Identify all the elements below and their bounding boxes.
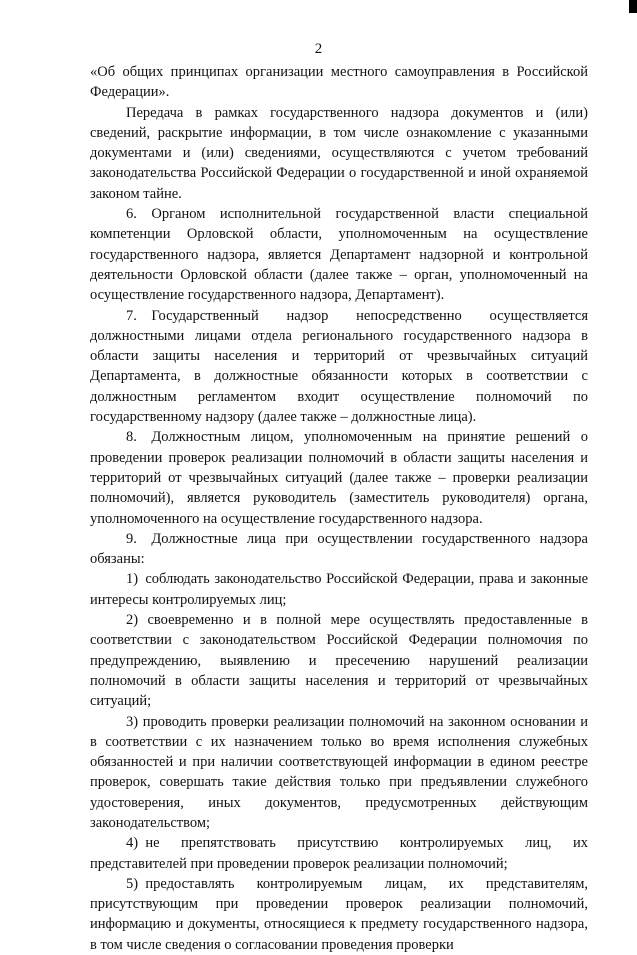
scan-corner-mark (629, 0, 637, 13)
document-body (90, 62, 588, 955)
list-item-3: 3) проводить проверки реализации полномочий на законном основании и в соответствии с их назначением только во время исполнения служебных обязанностей и при наличии соответствующей информации в едином реестре проверок, совершать такие действия только при предъявлении служебного удостоверения, иных документов, предусмотренных действующим законодательством; (90, 713, 588, 831)
paragraph-information-transfer: Передача в рамках государственного надзора документов и (или) сведений, раскрытие информации, в том числе ознакомление с указанными документами и (или) сведениями, осуществляются с учетом требований законодательства Российской Федерации о государственной и иной охраняемой законом тайне. (90, 104, 588, 202)
paragraph-item-6: 6. Органом исполнительной государственной власти специальной компетенции Орловской области, уполномоченным на осуществление государственного надзора, является Департамент надзорной и контрольной деятельности Орловской области (далее также – орган, уполномоченный на осуществление государственного надзора, Департамент). (90, 206, 588, 304)
list-item-1: 1) соблюдать законодательство Российской Федерации, права и законные интересы контролируемых лиц; (90, 571, 588, 608)
paragraph-item-9: 9. Должностные лица при осуществлении государственного надзора обязаны: (90, 530, 588, 568)
paragraph-item-8: 8. Должностным лицом, уполномоченным на принятие решений о проведении проверок реализации полномочий в области защиты населения и территорий от чрезвычайных ситуаций (далее также – проверки реализации полномочий), является руководитель (заместитель руководителя) органа, уполномоченного на осуществление государственного надзора. (90, 429, 588, 527)
paragraph-item-7: 7. Государственный надзор непосредственно осуществляется должностными лицами отдела регионального государственного надзора в области защиты населения и территорий от чрезвычайных ситуаций Департамента, в должностные обязанности которых в соответствии с должностным регламентом входит осуществление полномочий по государственному надзору (далее также – должностные лица). (90, 307, 588, 426)
page-number: 2 (314, 41, 323, 57)
list-item-5: 5) предоставлять контролируемым лицам, их представителям, присутствующим при проведении проверок реализации полномочий, информацию и документы, относящиеся к предмету государственного надзора, в том числе сведения о согласовании проведения проверки (90, 875, 588, 953)
list-item-2: 2) своевременно и в полной мере осуществлять предоставленные в соответствии с законодательством Российской Федерации полномочия по предупреждению, выявлению и пресечению нарушений реализации полномочий в области защиты населения и территорий от чрезвычайных ситуаций; (90, 612, 588, 710)
paragraph-continuation: «Об общих принципах организации местного самоуправления в Российской Федерации». (90, 64, 588, 101)
list-item-4: 4) не препятствовать присутствию контролируемых лиц, их представителей при проведении проверок реализации полномочий; (90, 835, 588, 872)
